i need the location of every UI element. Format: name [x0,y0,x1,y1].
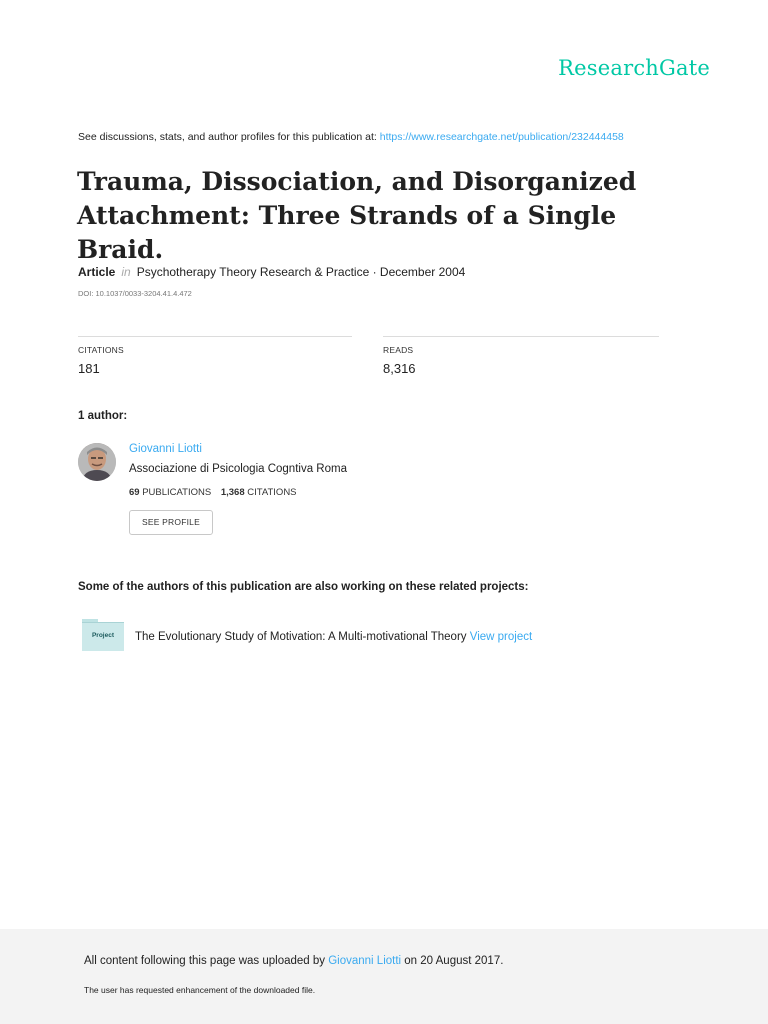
footer [0,929,768,1024]
reads-divider [383,336,659,337]
discussion-text: See discussions, stats, and author profiles for this publication at: [78,131,380,143]
uploader-link[interactable]: Giovanni Liotti [328,955,402,967]
project-title: The Evolutionary Study of Motivation: A Multi-motivational Theory [135,631,470,643]
project-folder-icon[interactable] [82,619,124,651]
author-name-link[interactable]: Giovanni Liotti [129,443,202,455]
journal-date: Psychotherapy Theory Research & Practice · December 2004 [136,265,466,279]
project-item [135,631,532,643]
authors-heading: 1 author: [78,410,128,422]
view-project-link[interactable]: View project [469,631,533,643]
project-icon-label: Project [82,622,124,651]
upload-suffix: on 20 August 2017. [401,955,504,967]
upload-prefix: All content following this page was uploaded by [84,955,329,967]
author-stats [129,487,297,498]
author-institution: Associazione di Psicologia Cogntiva Roma [129,463,347,475]
author-avatar[interactable] [78,443,116,481]
citations-divider [78,336,352,337]
author-publications-count: 69 [129,487,140,498]
publication-meta [78,265,465,279]
publication-url-link[interactable]: https://www.researchgate.net/publication/232444458 [379,131,624,143]
in-word: in [121,265,131,279]
related-projects-heading: Some of the authors of this publication are also working on these related projects: [78,581,529,593]
see-profile-button[interactable]: SEE PROFILE [129,510,213,535]
doi: DOI: 10.1037/0033-3204.41.4.472 [78,289,192,298]
publication-title: Trauma, Dissociation, and Disorganized Attachment: Three Strands of a Single Braid. [77,167,637,264]
researchgate-logo[interactable]: ResearchGate [558,56,710,80]
author-citations-count: 1,368 [220,487,245,498]
reads-value: 8,316 [383,361,416,376]
enhancement-note: The user has requested enhancement of the downloaded file. [84,985,316,995]
upload-notice [84,955,503,967]
reads-label: READS [383,345,414,355]
citations-value: 181 [78,361,100,376]
author-publications-label: PUBLICATIONS [142,487,212,498]
author-citations-label: CITATIONS [247,487,297,498]
publication-type: Article [78,265,116,279]
discussion-notice [78,131,624,143]
author-photo-icon [78,443,116,481]
citations-label: CITATIONS [78,345,124,355]
